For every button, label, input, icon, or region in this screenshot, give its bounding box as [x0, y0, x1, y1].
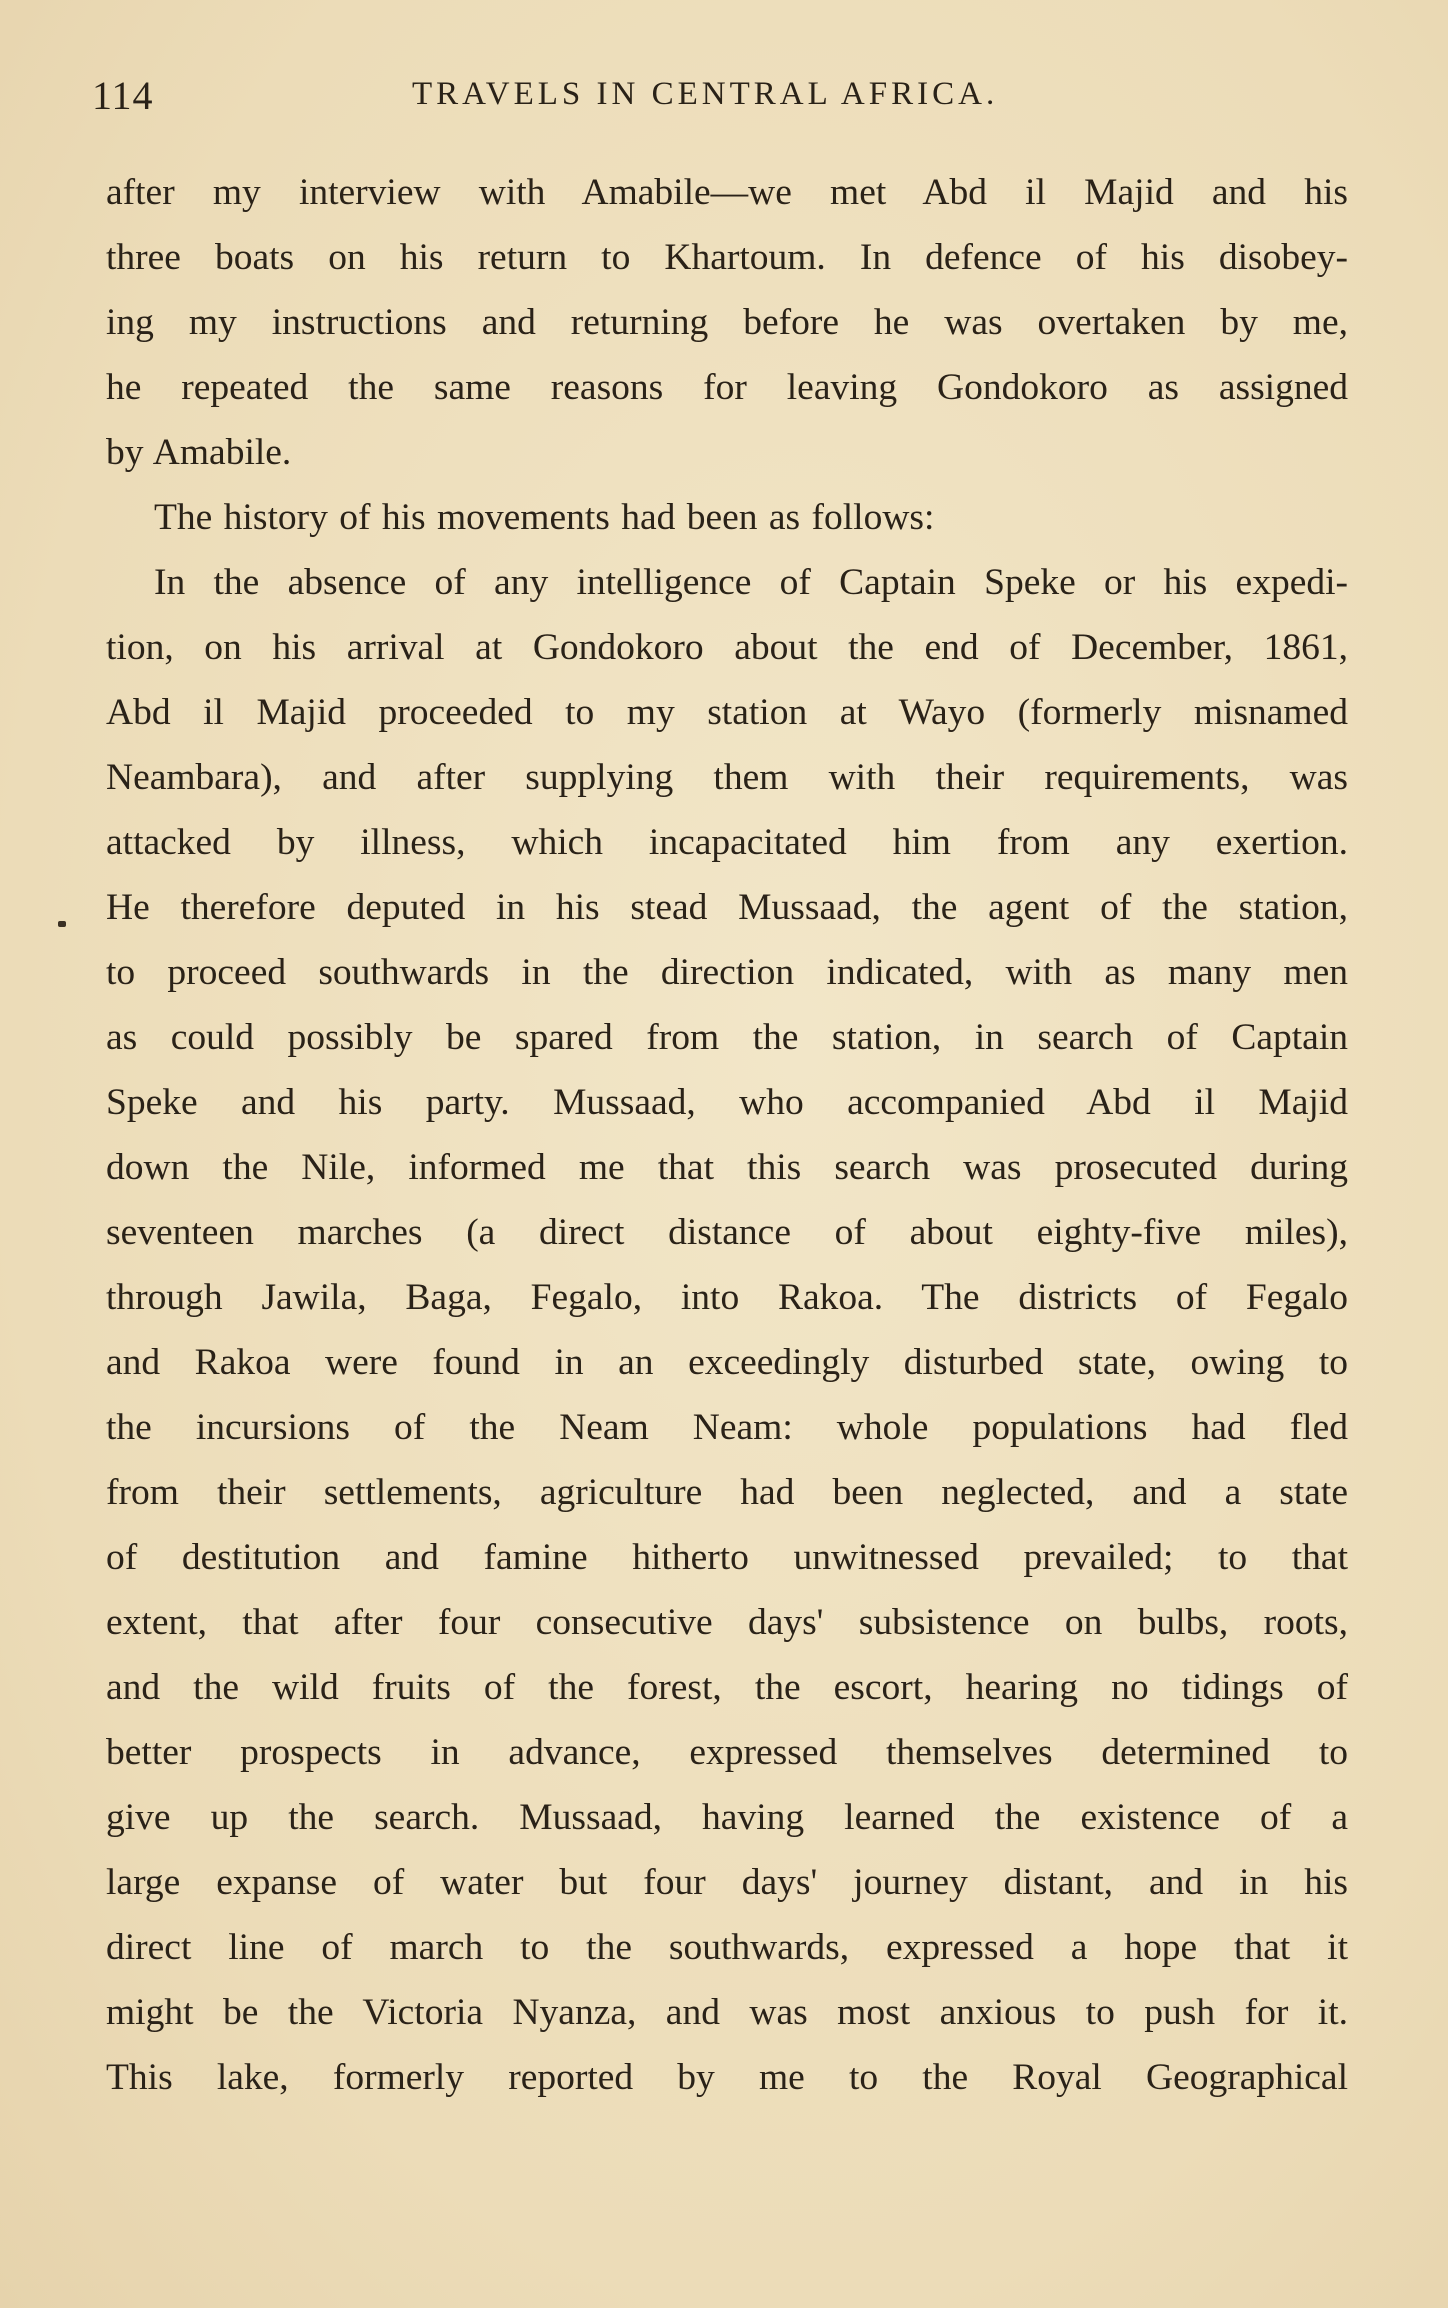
text-line: attacked by illness, which incapacitated him from any exertion. [106, 822, 1348, 863]
text-line: Neambara), and after supplying them with their requirements, was [106, 757, 1348, 798]
body-text [106, 160, 1348, 2110]
text-line: three boats on his return to Khartoum. In defence of his disobey- [106, 237, 1348, 278]
text-line: and the wild fruits of the forest, the escort, hearing no tidings of [106, 1667, 1348, 1708]
text-line: and Rakoa were found in an exceedingly disturbed state, owing to [106, 1342, 1348, 1383]
text-line: down the Nile, informed me that this search was prosecuted during [106, 1147, 1348, 1188]
text-line: the incursions of the Neam Neam: whole populations had fled [106, 1407, 1348, 1448]
text-line: through Jawila, Baga, Fegalo, into Rakoa. The districts of Fegalo [106, 1277, 1348, 1318]
text-line: to proceed southwards in the direction indicated, with as many men [106, 952, 1348, 993]
text-line: he repeated the same reasons for leaving Gondokoro as assigned [106, 367, 1348, 408]
text-line: as could possibly be spared from the station, in search of Captain [106, 1017, 1348, 1058]
text-line: might be the Victoria Nyanza, and was most anxious to push for it. [106, 1992, 1348, 2033]
text-line: tion, on his arrival at Gondokoro about the end of December, 1861, [106, 627, 1348, 668]
page-number: 114 [92, 73, 154, 118]
text-line: The history of his movements had been as follows: [154, 497, 935, 538]
text-line: by Amabile. [106, 432, 292, 473]
margin-mark [58, 921, 66, 927]
running-title: TRAVELS IN CENTRAL AFRICA. [412, 76, 999, 112]
text-line: seventeen marches (a direct distance of about eighty-five miles), [106, 1212, 1348, 1253]
running-head [92, 72, 1362, 122]
text-line: better prospects in advance, expressed themselves determined to [106, 1732, 1348, 1773]
text-line: of destitution and famine hitherto unwitnessed prevailed; to that [106, 1537, 1348, 1578]
text-line: give up the search. Mussaad, having learned the existence of a [106, 1797, 1348, 1838]
text-line: This lake, formerly reported by me to the Royal Geographical [106, 2057, 1348, 2098]
text-line: Abd il Majid proceeded to my station at Wayo (formerly misnamed [106, 692, 1348, 733]
text-line: large expanse of water but four days' journey distant, and in his [106, 1862, 1348, 1903]
text-line: ing my instructions and returning before he was overtaken by me, [106, 302, 1348, 343]
text-line: extent, that after four consecutive days' subsistence on bulbs, roots, [106, 1602, 1348, 1643]
text-line: Speke and his party. Mussaad, who accompanied Abd il Majid [106, 1082, 1348, 1123]
text-line: He therefore deputed in his stead Mussaad, the agent of the station, [106, 887, 1348, 928]
text-line: after my interview with Amabile—we met Abd il Majid and his [106, 172, 1348, 213]
text-line: from their settlements, agriculture had been neglected, and a state [106, 1472, 1348, 1513]
text-line: In the absence of any intelligence of Captain Speke or his expedi- [154, 562, 1348, 603]
text-line: direct line of march to the southwards, expressed a hope that it [106, 1927, 1348, 1968]
